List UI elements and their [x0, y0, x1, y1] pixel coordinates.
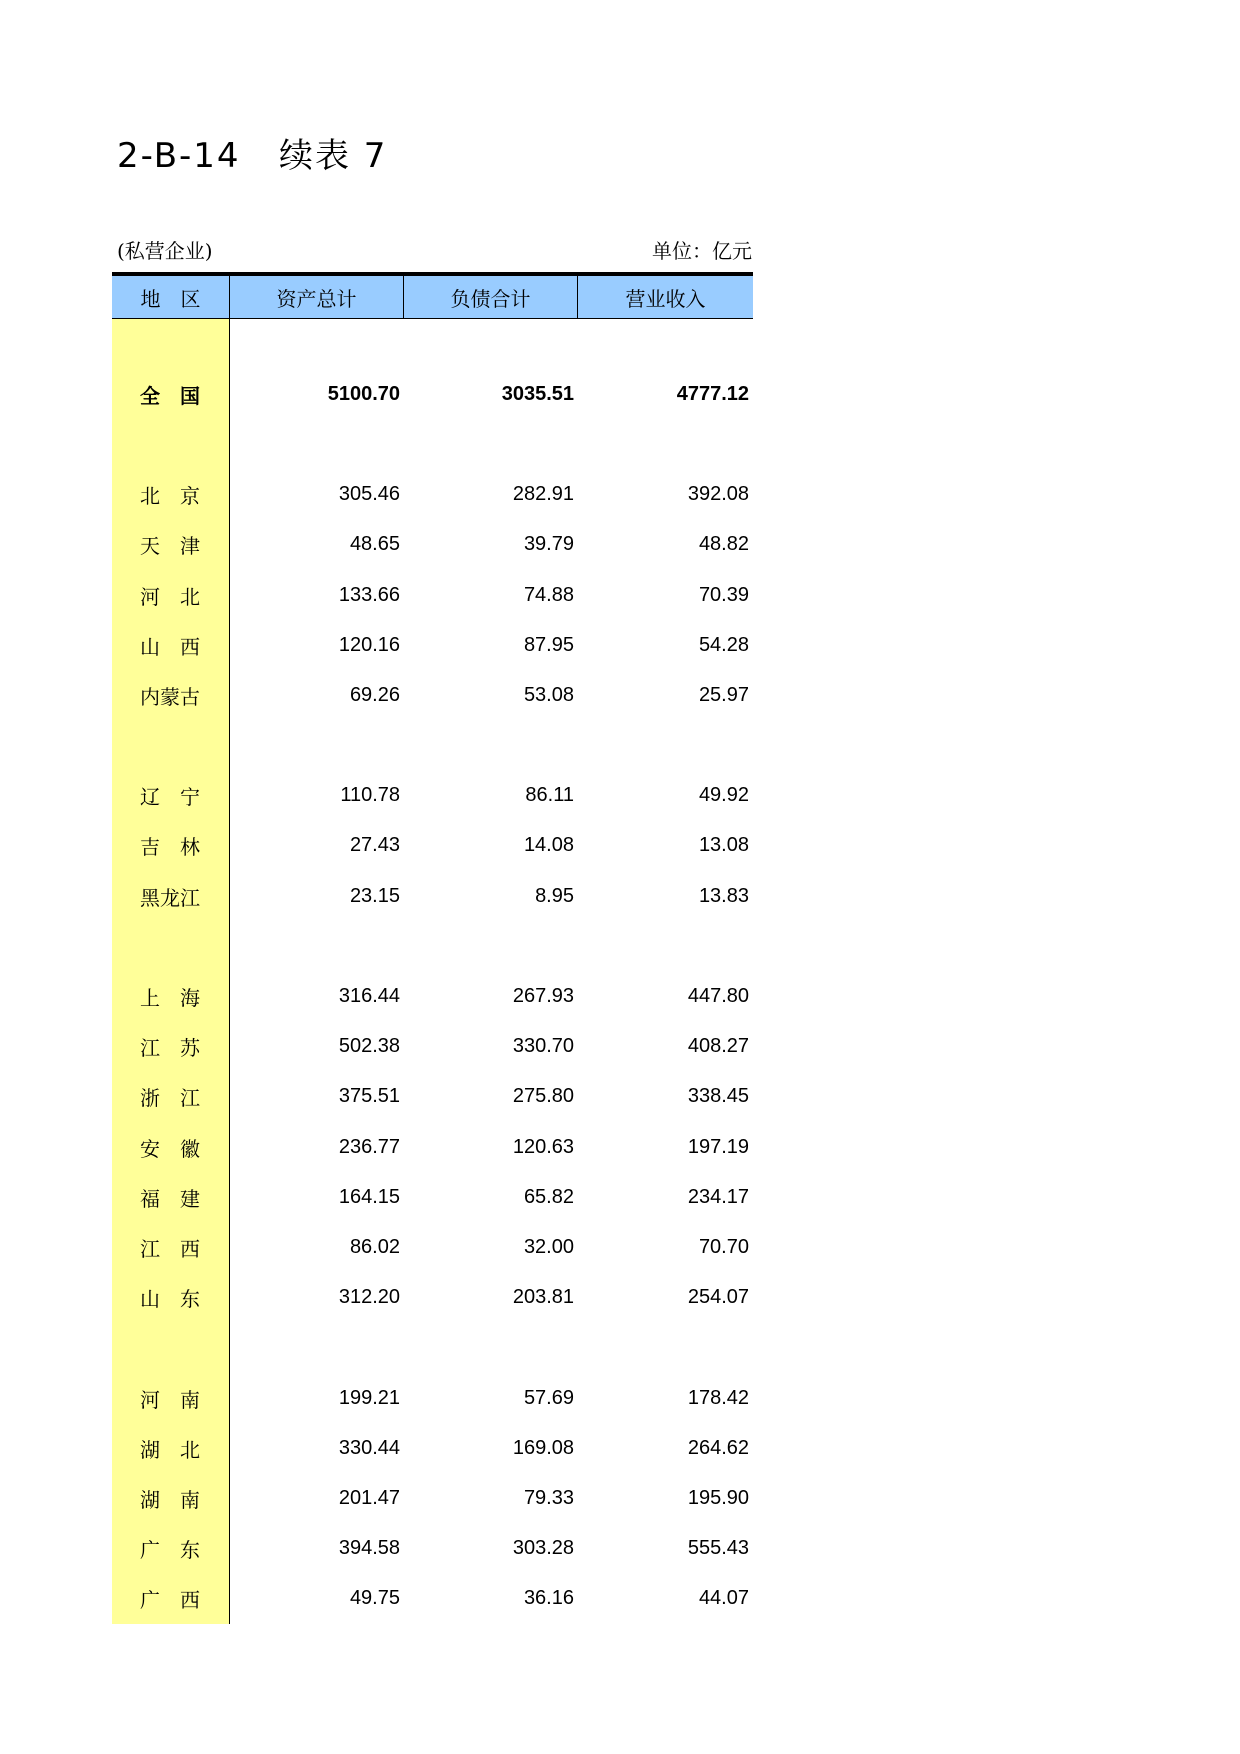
table-row: [112, 1222, 753, 1272]
cell-assets: 305.46: [338, 483, 400, 506]
cell-assets: 23.15: [349, 884, 400, 907]
cell-region: 江 苏: [140, 1036, 200, 1061]
cell-assets: 375.51: [338, 1085, 400, 1108]
cell-assets: 133.66: [338, 583, 400, 606]
cell-revenue: 13.83: [698, 884, 749, 907]
table-row: [112, 1172, 753, 1222]
cell-revenue: 392.08: [687, 483, 749, 506]
cell-region: 北 京: [140, 484, 200, 509]
table-row: [112, 1122, 753, 1172]
cell-revenue: 25.97: [698, 683, 749, 706]
table-row: [112, 1423, 753, 1473]
cell-liabilities: 169.08: [512, 1436, 574, 1459]
cell-region: 山 西: [140, 634, 200, 659]
cell-liabilities: 14.08: [523, 834, 574, 857]
page-title: 2-B-14 续表 7: [117, 136, 388, 176]
table-row: [112, 670, 753, 720]
cell-liabilities: 330.70: [512, 1035, 574, 1058]
cell-liabilities: 275.80: [512, 1085, 574, 1108]
cell-assets: 86.02: [349, 1235, 400, 1258]
cell-liabilities: 57.69: [523, 1386, 574, 1409]
cell-region: 内蒙古: [140, 684, 200, 709]
cell-assets: 48.65: [349, 533, 400, 556]
cell-region: 辽 宁: [140, 785, 200, 810]
table-row: [112, 1473, 753, 1523]
cell-revenue: 54.28: [698, 633, 749, 656]
cell-revenue: 447.80: [687, 985, 749, 1008]
cell-region: 全 国: [140, 383, 200, 408]
cell-revenue: 264.62: [687, 1436, 749, 1459]
cell-assets: 164.15: [338, 1185, 400, 1208]
cell-assets: 5100.70: [327, 382, 400, 405]
cell-liabilities: 79.33: [523, 1486, 574, 1509]
cell-assets: 236.77: [338, 1135, 400, 1158]
cell-region: 湖 北: [140, 1437, 200, 1462]
cell-assets: 27.43: [349, 834, 400, 857]
table-row: [112, 1072, 753, 1122]
cell-assets: 330.44: [338, 1436, 400, 1459]
table-row: [112, 470, 753, 520]
cell-assets: 110.78: [340, 784, 400, 807]
table-row: [112, 570, 753, 620]
cell-liabilities: 74.88: [523, 583, 574, 606]
cell-revenue: 70.70: [698, 1235, 749, 1258]
cell-revenue: 195.90: [687, 1486, 749, 1509]
unit-label: 单位：亿元: [652, 239, 752, 263]
table-row: [112, 771, 753, 821]
cell-revenue: 13.08: [698, 834, 749, 857]
cell-assets: 502.38: [338, 1035, 400, 1058]
cell-revenue: 555.43: [687, 1537, 749, 1560]
cell-revenue: 49.92: [698, 784, 749, 807]
table-row: [112, 520, 753, 570]
header-revenue: 营业收入: [625, 286, 706, 311]
cell-region: 河 南: [140, 1387, 200, 1412]
table-row: [112, 821, 753, 871]
cell-liabilities: 8.95: [535, 884, 574, 907]
table-row: [112, 871, 753, 921]
cell-liabilities: 282.91: [512, 483, 574, 506]
cell-revenue: 408.27: [687, 1035, 749, 1058]
cell-revenue: 254.07: [687, 1286, 749, 1309]
cell-region: 黑龙江: [140, 885, 200, 910]
cell-revenue: 48.82: [698, 533, 749, 556]
cell-revenue: 4777.12: [676, 382, 749, 405]
cell-region: 吉 林: [140, 835, 200, 860]
header-assets: 资产总计: [230, 276, 404, 318]
cell-liabilities: 39.79: [523, 533, 574, 556]
cell-region: 湖 南: [140, 1487, 200, 1512]
cell-liabilities: 36.16: [523, 1587, 574, 1610]
header-region: 地 区: [112, 276, 230, 318]
table-row: [112, 1373, 753, 1423]
cell-region: 天 津: [140, 534, 200, 559]
cell-liabilities: 203.81: [512, 1286, 574, 1309]
cell-liabilities: 86.11: [525, 784, 574, 807]
table-row: [112, 971, 753, 1021]
cell-region: 河 北: [140, 584, 200, 609]
data-table: [112, 272, 753, 1624]
table-row: [112, 1524, 753, 1574]
enterprise-type-label: (私营企业): [117, 239, 213, 263]
cell-liabilities: 32.00: [523, 1235, 574, 1258]
cell-liabilities: 303.28: [512, 1537, 574, 1560]
cell-revenue: 70.39: [698, 583, 749, 606]
cell-assets: 312.20: [338, 1286, 400, 1309]
cell-liabilities: 267.93: [512, 985, 574, 1008]
cell-liabilities: 53.08: [523, 683, 574, 706]
cell-region: 江 西: [140, 1236, 200, 1261]
cell-region: 上 海: [140, 986, 200, 1011]
cell-revenue: 197.19: [687, 1135, 749, 1158]
cell-region: 安 徽: [140, 1136, 200, 1161]
cell-revenue: 234.17: [687, 1185, 749, 1208]
cell-revenue: 338.45: [687, 1085, 749, 1108]
cell-assets: 201.47: [338, 1486, 400, 1509]
cell-liabilities: 3035.51: [501, 382, 574, 405]
table-header: [112, 276, 753, 319]
cell-assets: 394.58: [338, 1537, 400, 1560]
cell-assets: 69.26: [349, 683, 400, 706]
cell-liabilities: 87.95: [523, 633, 574, 656]
cell-liabilities: 120.63: [512, 1135, 574, 1158]
table-row: [112, 1273, 753, 1323]
cell-region: 广 西: [140, 1588, 200, 1613]
cell-assets: 120.16: [338, 633, 400, 656]
table-row: [112, 620, 753, 670]
cell-revenue: 178.42: [687, 1386, 749, 1409]
table-row: [112, 1022, 753, 1072]
table-body: [112, 319, 753, 1624]
cell-region: 浙 江: [140, 1086, 200, 1111]
cell-assets: 49.75: [349, 1587, 400, 1610]
table-row: [112, 1574, 753, 1624]
header-liabilities: 负债合计: [404, 276, 578, 318]
cell-liabilities: 65.82: [523, 1185, 574, 1208]
cell-region: 福 建: [140, 1186, 200, 1211]
cell-assets: 199.21: [338, 1386, 400, 1409]
cell-region: 山 东: [140, 1287, 200, 1312]
table-row-total: [112, 369, 753, 419]
cell-revenue: 44.07: [698, 1587, 749, 1610]
cell-assets: 316.44: [338, 985, 400, 1008]
cell-region: 广 东: [140, 1538, 200, 1563]
